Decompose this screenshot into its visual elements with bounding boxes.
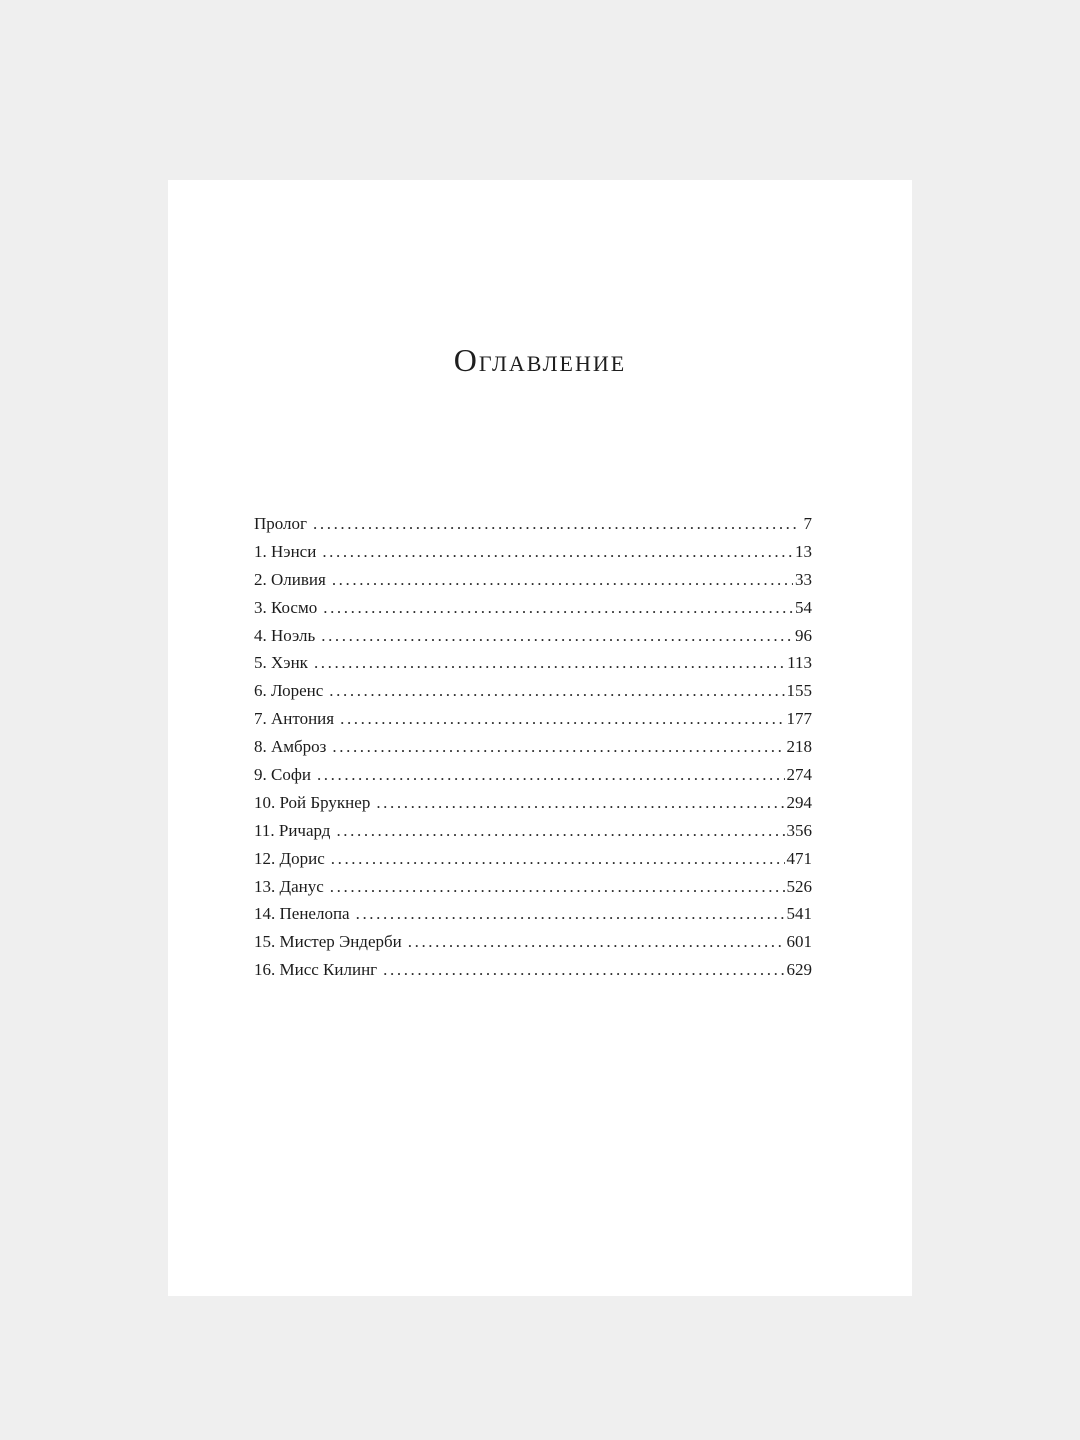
toc-entry-label: 15. Мистер Эндерби [254, 932, 402, 952]
toc-leader-dots [323, 594, 793, 622]
toc-entry [254, 900, 812, 928]
toc-entry-page: 218 [786, 737, 812, 757]
toc-entry-label: 6. Лоренс [254, 681, 324, 701]
toc-entry-page: 7 [803, 514, 812, 533]
toc-entry [254, 594, 812, 622]
toc-entry [254, 538, 812, 566]
toc-entry-page: 96 [795, 625, 812, 645]
toc-entry-label: 7. Антония [254, 709, 335, 729]
toc-entry [254, 733, 812, 761]
toc-entry [254, 845, 812, 873]
toc-leader-dots [356, 900, 785, 928]
toc-leader-dots [329, 677, 784, 705]
toc-entry-label: 2. Оливия [254, 569, 326, 589]
toc-entry [254, 873, 812, 901]
table-of-contents [254, 510, 812, 984]
toc-leader-dots [317, 761, 785, 789]
toc-entry-page: 54 [795, 597, 812, 617]
toc-leader-dots [332, 566, 793, 594]
toc-entry [254, 817, 812, 845]
toc-entry [254, 761, 812, 789]
toc-leader-dots [322, 538, 793, 566]
toc-entry [254, 956, 812, 984]
toc-entry-label: 11. Ричард [254, 820, 331, 840]
toc-leader-dots [332, 733, 784, 761]
toc-entry [254, 510, 812, 538]
toc-entry-page: 274 [786, 765, 812, 785]
toc-entry-label: 8. Амброз [254, 737, 327, 757]
toc-leader-dots [313, 510, 796, 538]
toc-entry [254, 789, 812, 817]
toc-entry-label: 3. Космо [254, 597, 318, 617]
toc-entry-label: 14. Пенелопа [254, 904, 350, 924]
toc-entry-label: 9. Софи [254, 765, 311, 785]
toc-entry-label: 16. Мисс Килинг [254, 960, 378, 980]
toc-entry-label: 10. Рой Брукнер [254, 792, 371, 812]
toc-entry-page: 294 [786, 792, 812, 812]
toc-leader-dots [321, 622, 793, 650]
toc-entry-page: 541 [786, 904, 812, 924]
toc-entry-page: 33 [795, 569, 812, 589]
toc-entry-page: 177 [786, 709, 812, 729]
toc-entry [254, 622, 812, 650]
toc-entry-page: 356 [786, 820, 812, 840]
toc-entry-page: 113 [787, 653, 812, 673]
toc-entry-page: 13 [795, 541, 812, 561]
toc-entry-label: 5. Хэнк [254, 653, 308, 673]
toc-entry [254, 677, 812, 705]
toc-entry-label: 4. Ноэль [254, 625, 316, 645]
toc-entry [254, 649, 812, 677]
toc-entry [254, 705, 812, 733]
toc-entry [254, 566, 812, 594]
toc-leader-dots [314, 649, 785, 677]
toc-entry-page: 629 [786, 960, 812, 980]
book-page [168, 180, 912, 1296]
toc-leader-dots [408, 928, 785, 956]
toc-leader-dots [336, 817, 784, 845]
toc-entry-page: 471 [786, 848, 812, 868]
toc-leader-dots [376, 789, 784, 817]
toc-entry-label: Пролог [254, 514, 308, 533]
toc-entry-label: 12. Дорис [254, 848, 325, 868]
toc-leader-dots [383, 956, 784, 984]
page-title: Оглавление [453, 342, 627, 378]
toc-entry-page: 526 [786, 876, 812, 896]
toc-entry-label: 13. Данус [254, 876, 324, 896]
toc-leader-dots [331, 845, 785, 873]
toc-entry-label: 1. Нэнси [254, 541, 317, 561]
toc-leader-dots [330, 873, 785, 901]
toc-entry-page: 155 [786, 681, 812, 701]
toc-entry [254, 928, 812, 956]
toc-leader-dots [340, 705, 784, 733]
toc-entry-page: 601 [786, 932, 812, 952]
